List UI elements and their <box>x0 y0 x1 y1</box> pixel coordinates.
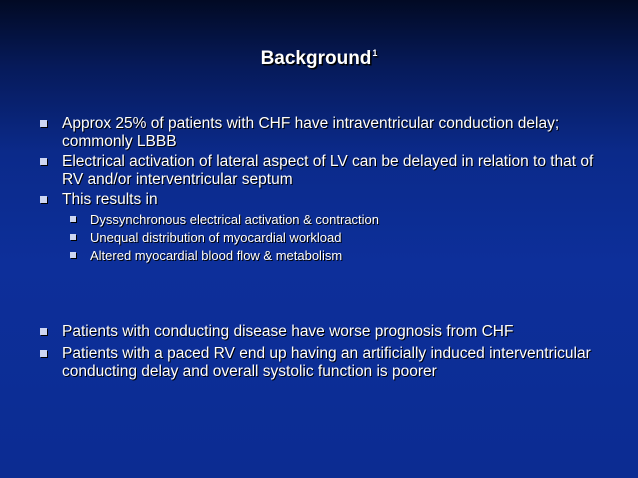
bullet-text: This results in <box>62 191 158 208</box>
sub-bullet-text: Altered myocardial blood flow & metabolism <box>90 248 343 263</box>
bullet-item <box>40 115 615 151</box>
sub-bullet-list <box>70 211 615 264</box>
title-footnote-marker: 1 <box>372 48 378 58</box>
sub-bullet-item <box>70 229 615 246</box>
bullet-text: Approx 25% of patients with CHF have intraventricular conduction delay; commonly LBBB <box>62 115 560 150</box>
bullet-item <box>40 191 615 264</box>
slide-title <box>0 48 638 70</box>
bullet-item <box>40 153 615 189</box>
sub-bullet-text: Dyssynchronous electrical activation & contraction <box>90 212 380 227</box>
square-bullet-icon <box>40 120 47 127</box>
square-bullet-icon <box>70 216 76 222</box>
sub-bullet-item <box>70 211 615 228</box>
bullet-list-top <box>40 115 615 266</box>
square-bullet-icon <box>40 328 47 335</box>
square-bullet-icon <box>70 252 76 258</box>
bullet-item <box>40 345 615 381</box>
square-bullet-icon <box>40 350 47 357</box>
square-bullet-icon <box>40 196 47 203</box>
square-bullet-icon <box>70 234 76 240</box>
bullet-text: Electrical activation of lateral aspect of LV can be delayed in relation to that of RV and/or interventricular septum <box>62 153 594 188</box>
bullet-text: Patients with conducting disease have worse prognosis from CHF <box>62 323 514 340</box>
bullet-item <box>40 323 615 341</box>
square-bullet-icon <box>40 158 47 165</box>
sub-bullet-item <box>70 247 615 264</box>
sub-bullet-text: Unequal distribution of myocardial workload <box>90 230 342 245</box>
title-text: Background <box>260 48 372 69</box>
bullet-list-bottom <box>40 323 615 385</box>
bullet-text: Patients with a paced RV end up having an artificially induced interventricular conducting delay and overall systolic function is poorer <box>62 345 591 380</box>
